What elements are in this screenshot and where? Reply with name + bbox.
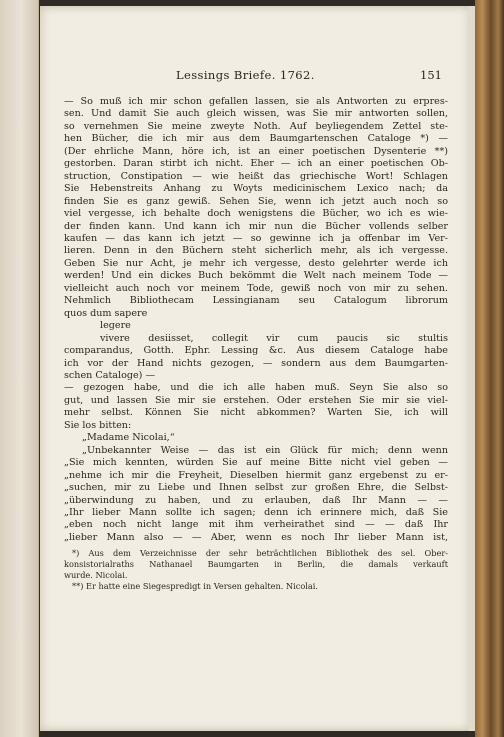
page-number: 151 [420,68,442,82]
footnote-line: *) Aus dem Verzeichnisse der sehr beträchtlichen Bibliothek des sel. Ober- [72,548,448,559]
text-line: kaufen — das kann ich jetzt — so gewinne ich ja offenbar im Ver- [64,232,448,244]
text-line: comparandus, Gotth. Ephr. Lessing &c. Aus diesem Cataloge habe [64,345,448,357]
text-line: gut, und lassen Sie mir sie erstehen. Oder erstehen Sie mir sie viel- [64,394,448,406]
text-line: Geben Sie nur Acht, je mehr ich vergesse, desto gelehrter werde ich [64,257,448,269]
text-line: „eben noch nicht lange mit ihm verheirathet sind — — daß Ihr [64,519,448,531]
text-line: Sie Hebenstreits Anhang zu Woyts medicinischem Lexico nach; da [64,183,448,195]
previous-page-edge [0,0,39,737]
text-line: (Der ehrliche Mann, höre ich, ist an einer poetischen Dysenterie **) [64,145,448,157]
footnote-line: konsistorialraths Nathanael Baumgarten in Berlin, die damals verkauft [64,559,448,570]
text-line: ich vor der Hand nichts gezogen, — sondern aus dem Baumgarten- [64,357,448,369]
text-line: — gezogen habe, und die ich alle haben muß. Seyn Sie also so [64,382,448,394]
text-line: schen Cataloge) — [64,369,156,381]
text-line: hen Bücher, die ich mir aus dem Baumgartenschen Cataloge *) — [64,133,448,145]
text-line: quos dum sapere [64,307,148,319]
book-cover-edge [475,0,504,737]
text-line: sen. Und damit Sie auch gleich wissen, was Sie mir antworten sollen, [64,108,448,120]
text-line: legere [100,320,131,332]
text-line: struction, Constipation — wie heißt das griechische Wort! Schlagen [64,170,448,182]
text-line: der finden kann. Und kann ich mir nun die Bücher vollends selber [64,220,448,232]
text-line: vivere desiisset, collegit vir cum paucis sic stultis [100,332,448,344]
text-line: Nehmlich Bibliothecam Lessingianam seu Catalogum librorum [64,295,448,307]
letter-body [64,96,448,544]
text-line: „Unbekannter Weise — das ist ein Glück für mich; denn wenn [82,444,448,456]
text-line: vielleicht auch noch vor meinem Tode, gewiß noch von mir zu sehen. [64,282,448,294]
text-line: „Madame Nicolai,“ [82,432,175,444]
text-line: viel vergesse, ich behalte doch wenigstens die Bücher, wo ich es wie- [64,208,448,220]
text-line: „Sie mich kennten, würden Sie auf meine Bitte nicht viel geben — [64,457,448,469]
footnote-line: wurde. Nicolai. [64,570,128,581]
running-title: Lessings Briefe. 1762. [176,68,315,82]
text-line: „Ihr lieber Mann sollte ich sagen; denn ich erinnere mich, daß Sie [64,506,448,518]
page-content [64,68,448,592]
text-line: lieren. Denn in den Büchern steht sicherlich mehr, als ich vergesse. [64,245,448,257]
text-line: werden! Und ein dickes Buch bekömmt die Welt nach meinem Tode — [64,270,448,282]
running-header [64,68,448,86]
text-line: finden Sie es ganz gewiß. Sehen Sie, wenn ich jetzt auch noch so [64,195,448,207]
text-line: „nehme ich mir die Freyheit, Dieselben hiermit ganz ergebenst zu er- [64,469,448,481]
text-line: so vernehmen Sie meine zweyte Noth. Auf beyliegendem Zettel ste- [64,120,448,132]
text-line: „lieber Mann also — — Aber, wenn es noch Ihr lieber Mann ist, [64,531,448,543]
text-line: mehr selbst. Können Sie nicht abkommen? Warten Sie, ich will [64,407,448,419]
text-line: „überwindung zu haben, und zu erlauben, daß Ihr Mann — — [64,494,448,506]
text-line: — So muß ich mir schon gefallen lassen, sie als Antworten zu erpres- [64,96,448,107]
footnote-line: **) Er hatte eine Siegespredigt in Versen gehalten. Nicolai. [72,581,319,592]
page-stack-edge [468,6,475,731]
text-line: gestorben. Daran stirbt ich nicht. Eher — ich an einer poetischen Ob- [64,158,448,170]
text-line: Sie los bitten: [64,419,132,431]
text-line: „suchen, mir zu Liebe und Ihnen selbst zur großen Ehre, die Selbst- [64,482,448,494]
footnotes [64,548,448,592]
book-page [40,6,475,731]
